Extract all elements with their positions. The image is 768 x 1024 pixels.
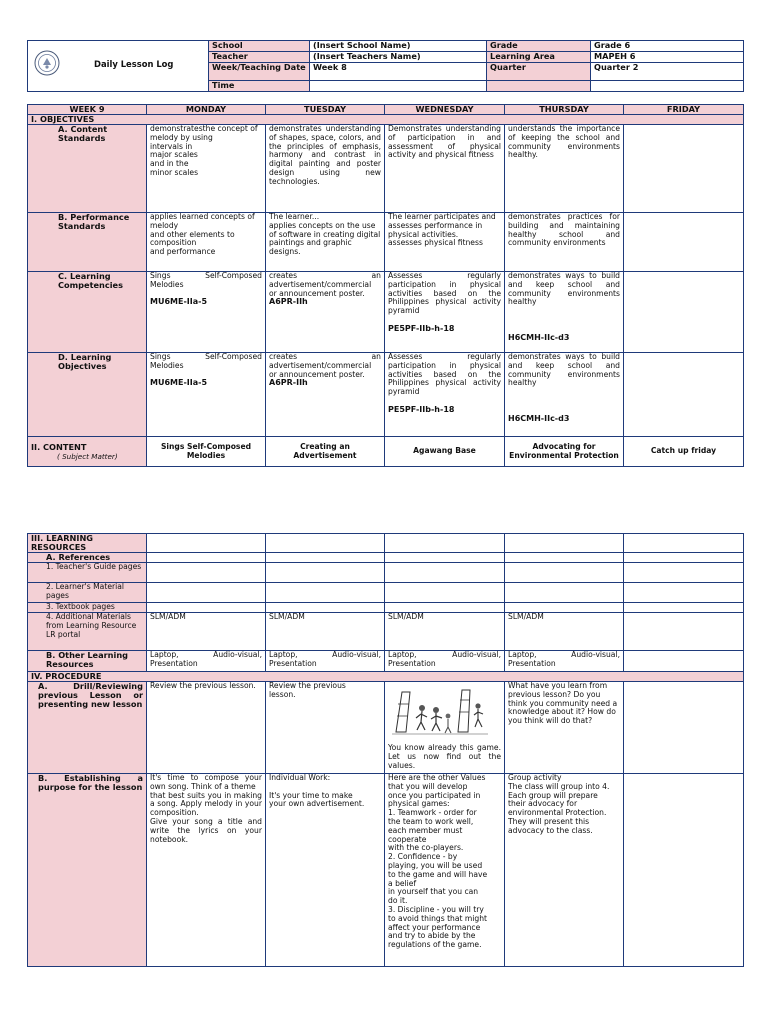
col-friday: FRIDAY [624,105,744,115]
competencies-thursday-text: demonstrates ways to build and keep school and community environments healthy [508,271,620,307]
content-friday: Catch up friday [624,437,744,467]
references-tuesday [266,553,385,563]
time-label: Time [209,81,310,92]
objectives-section-label: I. OBJECTIVES [28,115,744,125]
content-standards-wednesday: Demonstrates understanding of participation in and assessment of physical activity and physical fitness [385,125,505,213]
content-monday: Sings Self-Composed Melodies [147,437,266,467]
competencies-monday [147,272,266,353]
content-label-cell [28,437,147,467]
content-standards-label: A. Content Standards [28,125,147,213]
other-tuesday: Laptop, Audio-visual, Presentation [266,651,385,672]
other-resources-label: B. Other Learning Resources [28,651,147,672]
references-friday [624,553,744,563]
col-wednesday: WEDNESDAY [385,105,505,115]
time-value [310,81,487,92]
resources-friday [624,534,744,553]
purpose-label: B. Establishing a purpose for the lesson [28,774,147,967]
drill-monday: Review the previous lesson. [147,682,266,774]
content-standards-thursday: understands the importance of keeping the school and community environments healthy. [505,125,624,213]
textbook-wednesday [385,603,505,613]
lm-tuesday [266,583,385,603]
grade-label: Grade [487,41,591,52]
competencies-friday [624,272,744,353]
textbook-monday [147,603,266,613]
references-label: A. References [28,553,147,563]
content-standards-monday: demonstratesthe concept of melody by using intervals in major scales and in the minor scales [147,125,266,213]
content-standards-friday [624,125,744,213]
resources-thursday [505,534,624,553]
area-label: Learning Area [487,52,591,63]
competencies-monday-code: MU6ME-IIa-5 [150,297,208,307]
competencies-tuesday-text: creates an advertisement/commercial or announcement poster. [269,271,381,298]
content-wednesday: Agawang Base [385,437,505,467]
resources-label: III. LEARNING RESOURCES [28,534,147,553]
teacher-label: Teacher [209,52,310,63]
textbook-label: 3. Textbook pages [28,603,147,613]
textbook-friday [624,603,744,613]
additional-materials-label: 4. Additional Materials from Learning Resource LR portal [28,613,147,651]
tg-monday [147,563,266,583]
resources-tuesday [266,534,385,553]
objectives-thursday [505,353,624,437]
performance-standards-tuesday: The learner... applies concepts on the use of software in creating digital paintings and graphic designs. [266,213,385,272]
performance-standards-friday [624,213,744,272]
col-week: WEEK 9 [28,105,147,115]
objectives-monday [147,353,266,437]
learners-material-label: 2. Learner's Material pages [28,583,147,603]
objectives-wednesday [385,353,505,437]
purpose-monday: It's time to compose your own song. Think of a theme that best suits you in making a song. Apply melody in your composition. Give your song a title and write the lyrics on your notebook. [147,774,266,967]
performance-standards-thursday: demonstrates practices for building and maintaining healthy school and community environments [505,213,624,272]
quarter-label: Quarter [487,63,591,81]
objectives-thursday-text: demonstrates ways to build and keep school and community environments healthy [508,352,620,388]
objectives-wednesday-text: Assesses regularly participation in physical activities based on the Philippines physical activity pyramid [388,352,501,397]
objectives-thursday-code: H6CMH-IIc-d3 [508,413,570,423]
other-friday [624,651,744,672]
other-wednesday: Laptop, Audio-visual, Presentation [385,651,505,672]
objectives-friday [624,353,744,437]
drill-thursday: What have you learn from previous lesson? Do you think you community need a knowledge about it? How do you think will do that? [505,682,624,774]
col-tuesday: TUESDAY [266,105,385,115]
additional-monday: SLM/ADM [147,613,266,651]
drill-friday [624,682,744,774]
teacher-value: (Insert Teachers Name) [310,52,487,63]
page-title: Daily Lesson Log [94,59,174,69]
textbook-tuesday [266,603,385,613]
competencies-thursday-code: H6CMH-IIc-d3 [508,332,570,342]
drill-label: A. Drill/Reviewing previous Lesson or presenting new lesson [28,682,147,774]
grade-value: Grade 6 [591,41,744,52]
purpose-tuesday: Individual Work: It's your time to make your own advertisement. [266,774,385,967]
procedure-table [27,533,744,967]
learning-objectives-label: D. Learning Objectives [28,353,147,437]
content-thursday: Advocating for Environmental Protection [505,437,624,467]
performance-standards-label: B. Performance Standards [28,213,147,272]
objectives-monday-text: Sings Self-Composed Melodies [150,352,262,370]
purpose-thursday: Group activity The class will group into 4. Each group will prepare their advocacy for environmental Protection. They will present this advocacy to the class. [505,774,624,967]
header-title-cell [28,41,209,92]
tg-friday [624,563,744,583]
content-label: II. CONTENT [31,441,87,452]
competencies-tuesday [266,272,385,353]
lm-thursday [505,583,624,603]
resources-wednesday [385,534,505,553]
header-table [27,40,744,92]
textbook-thursday [505,603,624,613]
quarter-value: Quarter 2 [591,63,744,81]
tg-thursday [505,563,624,583]
objectives-tuesday-text: creates an advertisement/commercial or announcement poster. [269,352,381,379]
objectives-table [27,104,744,467]
procedure-section-label: IV. PROCEDURE [28,672,744,682]
col-monday: MONDAY [147,105,266,115]
lm-friday [624,583,744,603]
objectives-monday-code: MU6ME-IIa-5 [150,378,208,388]
additional-tuesday: SLM/ADM [266,613,385,651]
other-thursday: Laptop, Audio-visual, Presentation [505,651,624,672]
purpose-wednesday: Here are the other Values that you will develop once you participated in physical games: 1. Teamwork - order for the team to work well, each member must cooperate with the co-players. 2. Confidence - by playing, you will be used to the game and will have a belief in yourself that you can do it. 3. Discipline - you will try to avoid things that might affect your performance and try to abide by the regulations of the game. [385,774,505,967]
empty-label [487,81,591,92]
competencies-monday-text: Sings Self-Composed Melodies [150,271,262,289]
drill-tuesday: Review the previous lesson. [266,682,385,774]
drill-wednesday [385,682,505,774]
resources-monday [147,534,266,553]
performance-standards-wednesday: The learner participates and assesses performance in physical activities. assesses physical fitness [385,213,505,272]
references-wednesday [385,553,505,563]
content-tuesday: Creating an Advertisement [266,437,385,467]
week-value: Week 8 [310,63,487,81]
empty-value [591,81,744,92]
references-thursday [505,553,624,563]
purpose-friday [624,774,744,967]
other-monday: Laptop, Audio-visual, Presentation [147,651,266,672]
competencies-tuesday-code: A6PR-IIh [269,297,308,307]
tg-tuesday [266,563,385,583]
objectives-wednesday-code: PE5PF-IIb-h-18 [388,404,455,414]
competencies-wednesday-code: PE5PF-IIb-h-18 [388,323,455,333]
week-label: Week/Teaching Date [209,63,310,81]
school-value: (Insert School Name) [310,41,487,52]
teachers-guide-label: 1. Teacher's Guide pages [28,563,147,583]
performance-standards-monday: applies learned concepts of melody and other elements to composition and performance [147,213,266,272]
tg-wednesday [385,563,505,583]
competencies-label: C. Learning Competencies [28,272,147,353]
drill-wednesday-text: You know already this game. Let us now find out the values. [388,743,501,770]
school-label: School [209,41,310,52]
additional-wednesday: SLM/ADM [385,613,505,651]
competencies-thursday [505,272,624,353]
content-standards-tuesday: demonstrates understanding of shapes, space, colors, and the principles of emphasis, harmony and contrast in digital painting and poster design using new technologies. [266,125,385,213]
col-thursday: THURSDAY [505,105,624,115]
additional-thursday: SLM/ADM [505,613,624,651]
objectives-tuesday [266,353,385,437]
area-value: MAPEH 6 [591,52,744,63]
objectives-tuesday-code: A6PR-IIh [269,378,308,388]
competencies-wednesday-text: Assesses regularly participation in physical activities based on the Philippines physical activity pyramid [388,271,501,316]
agawang-base-illustration [388,686,494,738]
deped-seal-icon [34,50,60,76]
references-monday [147,553,266,563]
lm-monday [147,583,266,603]
lm-wednesday [385,583,505,603]
competencies-wednesday [385,272,505,353]
content-sublabel: ( Subject Matter) [57,451,118,461]
additional-friday [624,613,744,651]
